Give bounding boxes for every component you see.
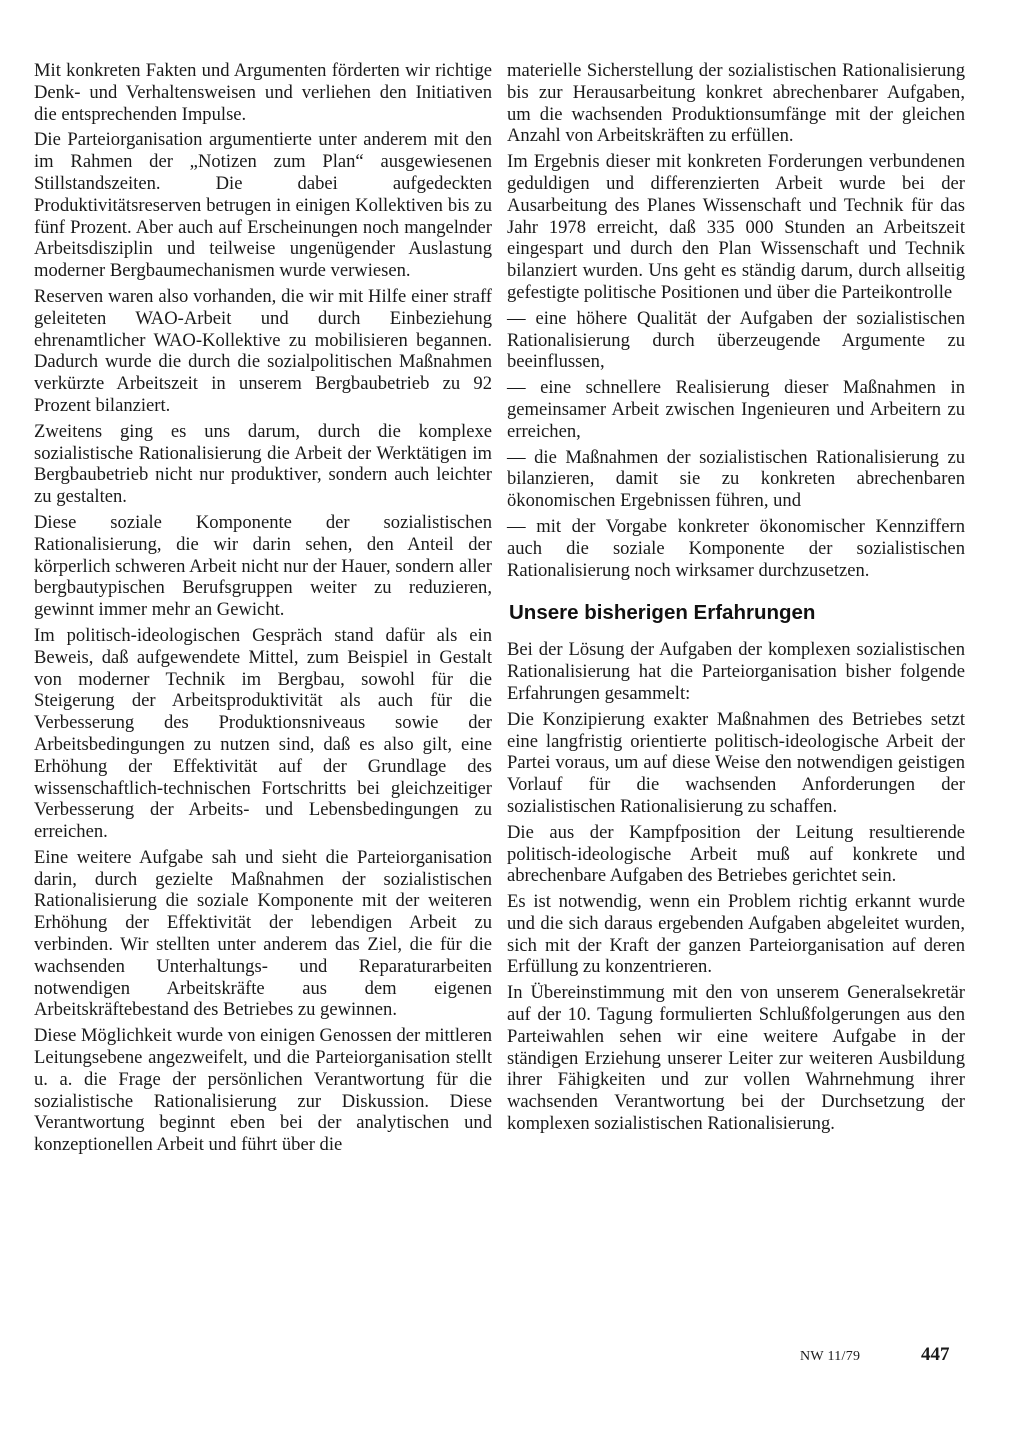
paragraph: Im Ergebnis dieser mit konkreten Forderungen verbundenen geduldigen und differenzierten Arbeit wurde bei der Ausarbeitung des Planes Wissenschaft und Technik für das Jahr 1978 erreicht, daß 335 000 Stunden an Arbeitszeit eingespart und durch den Plan Wissenschaft und Technik bilanziert wurden. Uns geht es ständig darum, durch allseitig gefestigte politische Positionen und über die Parteikontrolle <box>507 151 965 303</box>
list-item: — eine schnellere Realisierung dieser Maßnahmen in gemeinsamer Arbeit zwischen Ingenieuren und Arbeitern zu erreichen, <box>507 377 965 442</box>
section-heading: Unsere bisherigen Erfahrungen <box>509 601 816 625</box>
left-column <box>34 60 492 1160</box>
issue-label: NW 11/79 <box>800 1349 861 1364</box>
paragraph: In Übereinstimmung mit den von unserem Generalsekretär auf der 10. Tagung formulierten Schlußfolgerungen aus den Parteiwahlen sehen wir eine weitere Aufgabe in der ständigen Erziehung unserer Leiter zur weiteren Ausbildung ihrer Fähigkeiten und zur vollen Wahrnehmung ihrer wachsenden Verantwortung bei der Durchsetzung der komplexen sozialistischen Rationalisierung. <box>507 982 965 1135</box>
paragraph: Die Parteiorganisation argumentierte unter anderem mit den im Rahmen der „Notizen zum Plan“ ausgewiesenen Stillstandszeiten. Die dabei aufgedeckten Produktivitätsreserven betrugen in einigen Kollektiven bis zu fünf Prozent. Aber auch auf Erscheinungen noch mangelnder Arbeitsdisziplin und teilweise ungenügender Auslastung moderner Bergbaumechanismen wurde verwiesen. <box>34 129 492 282</box>
page-number: 447 <box>921 1344 950 1365</box>
paragraph: Zweitens ging es uns darum, durch die komplexe sozialistische Rationalisierung die Arbeit der Werktätigen im Bergbaubetrieb nicht nur produktiver, sondern auch leichter zu gestalten. <box>34 420 492 508</box>
paragraph: Reserven waren also vorhanden, die wir mit Hilfe einer straff geleiteten WAO-Arbeit und durch Einbeziehung ehrenamtlicher WAO-Kollektive zu mobilisieren begannen. Dadurch wurde die durch die sozialpolitischen Maßnahmen verkürzte Arbeitszeit in unserem Bergbaubetrieb zu 92 Prozent bilanziert. <box>34 285 492 416</box>
page-footer <box>800 1344 950 1368</box>
list-item: — eine höhere Qualität der Aufgaben der sozialistischen Rationalisierung durch überzeugende Argumente zu beeinflussen, <box>507 307 965 373</box>
paragraph: Mit konkreten Fakten und Argumenten förderten wir richtige Denk- und Verhaltensweisen und verliehen den Initiativen die entsprechenden Impulse. <box>34 60 492 125</box>
paragraph: Die aus der Kampfposition der Leitung resultierende politisch-ideologische Arbeit muß auf konkrete und abrechenbare Aufgaben des Betriebes gerichtet sein. <box>507 821 965 887</box>
paragraph: Diese Möglichkeit wurde von einigen Genossen der mittleren Leitungsebene angezweifelt, und die Parteiorganisation stellt u. a. die Frage der persönlichen Verantwortung für die sozialistische Rationalisierung zur Diskussion. Diese Verantwortung beginnt eben bei der analytischen und konzeptionellen Arbeit und führt über die <box>34 1025 493 1156</box>
paragraph: Diese soziale Komponente der sozialistischen Rationalisierung, die wir darin sehen, den Anteil der körperlich schweren Arbeit nicht nur der Hauer, sondern aller bergbautypischen Berufsgruppen weiter zu reduzieren, gewinnt immer mehr an Gewicht. <box>34 511 492 621</box>
paragraph: Im politisch-ideologischen Gespräch stand dafür als ein Beweis, daß aufgewendete Mittel, zum Beispiel in Gestalt von moderner Technik im Bergbau, sowohl für die Steigerung der Arbeitsproduktivität als auch für die Verbesserung des Produktionsniveaus sowie der Arbeitsbedingungen zu nutzen sind, daß es also gilt, eine Erhöhung der Effektivität auf der Grundlage des wissenschaftlich-technischen Fortschritts bei gleichzeitiger Verbesserung der Arbeits- und Lebensbedingungen zu erreichen. <box>34 624 492 843</box>
paragraph: Die Konzipierung exakter Maßnahmen des Betriebes setzt eine langfristig orientierte politisch-ideologische Arbeit der Partei voraus, um auf diese Weise den notwendigen geistigen Vorlauf für die wachsenden Anforderungen der sozialistischen Rationalisierung zu schaffen. <box>507 708 965 817</box>
paragraph: Bei der Lösung der Aufgaben der komplexen sozialistischen Rationalisierung hat die Parteiorganisation bisher folgende Erfahrungen gesammelt: <box>507 639 965 704</box>
right-column <box>507 60 965 1139</box>
paragraph: Es ist notwendig, wenn ein Problem richtig erkannt wurde und die sich daraus ergebenden Aufgaben abgeleitet wurden, sich mit der Kraft der ganzen Parteiorganisation auf deren Erfüllung zu konzentrieren. <box>507 891 965 978</box>
paragraph: materielle Sicherstellung der sozialistischen Rationalisierung bis zur Herausarbeitung konkret abrechenbarer Aufgaben, um die wachsenden Produktionsumfänge mit der gleichen Anzahl von Arbeitskräften zu erfüllen. <box>507 60 965 147</box>
list-item: — die Maßnahmen der sozialistischen Rationalisierung zu bilanzieren, damit sie zu konkreten abrechenbaren ökonomischen Ergebnissen führen, und <box>507 446 965 512</box>
paragraph: Eine weitere Aufgabe sah und sieht die Parteiorganisation darin, durch gezielte Maßnahmen der sozialistischen Rationalisierung die soziale Komponente mit der weiteren Erhöhung der Effektivität der lebendigen Arbeit zu verbinden. Wir stellten unter anderem das Ziel, die für die wachsenden Unterhaltungs- und Reparaturarbeiten notwendigen Arbeitskräfte aus dem eigenen Arbeitskräftebestand des Betriebes zu gewinnen. <box>34 846 492 1021</box>
list-item: — mit der Vorgabe konkreter ökonomischer Kennziffern auch die soziale Komponente der sozialistischen Rationalisierung noch wirksamer durchzusetzen. <box>507 515 965 581</box>
